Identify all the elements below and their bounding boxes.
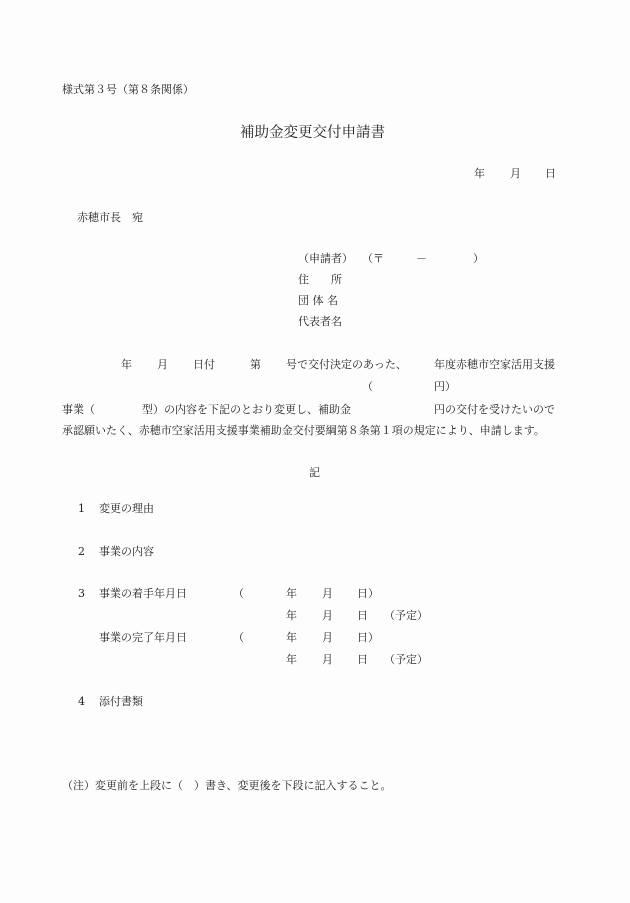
month: 月 bbox=[322, 587, 333, 600]
year: 年 bbox=[286, 631, 297, 644]
l4: 承認願いたく、赤穂市空家活用支援事業補助金交付要綱第８条第１項の規定により、申請します。 bbox=[62, 424, 545, 437]
item1-label: 変更の理由 bbox=[99, 502, 154, 515]
item3-num: 3 bbox=[78, 587, 85, 600]
l3-start: 事業（ bbox=[62, 403, 95, 416]
l3-mid: 型）の内容を下記のとおり変更し、補助金 bbox=[142, 403, 351, 416]
rep-label: 代表者名 bbox=[298, 315, 342, 328]
planned: （予定） bbox=[384, 609, 428, 622]
planned: （予定） bbox=[384, 653, 428, 666]
item3-start-label: 事業の着手年月日 bbox=[99, 587, 187, 600]
item3-end-label: 事業の完了年月日 bbox=[99, 631, 187, 644]
postal-dash: － bbox=[416, 252, 427, 265]
day: 日） bbox=[357, 587, 379, 600]
item4-label: 添付書類 bbox=[99, 695, 143, 708]
ki-heading: 記 bbox=[309, 466, 320, 479]
l1-rest: 号で交付決定のあった、 bbox=[286, 358, 407, 371]
day: 日 bbox=[357, 609, 368, 622]
postal-open: （〒 bbox=[362, 252, 384, 265]
l2-open: （ bbox=[362, 380, 373, 393]
address-label: 住 所 bbox=[298, 273, 342, 286]
month: 月 bbox=[322, 609, 333, 622]
l3-end: 円の交付を受けたいので bbox=[434, 403, 555, 416]
day: 日） bbox=[357, 631, 379, 644]
year: 年 bbox=[286, 587, 297, 600]
l1-day: 日付 bbox=[193, 358, 215, 371]
date-month: 月 bbox=[510, 167, 521, 180]
form-number: 様式第３号（第８条関係） bbox=[62, 83, 194, 96]
postal-close: ） bbox=[473, 252, 484, 265]
day: 日 bbox=[357, 653, 368, 666]
item1-num: 1 bbox=[78, 502, 85, 515]
l1-month: 月 bbox=[157, 358, 168, 371]
addressee: 赤穂市長 宛 bbox=[77, 211, 143, 224]
l1-year: 年 bbox=[121, 358, 132, 371]
date-year: 年 bbox=[474, 167, 485, 180]
year: 年 bbox=[286, 653, 297, 666]
l1-no: 第 bbox=[250, 358, 261, 371]
paren: （ bbox=[233, 587, 244, 600]
l2-close: 円） bbox=[434, 380, 456, 393]
item2-label: 事業の内容 bbox=[99, 545, 154, 558]
date-day: 日 bbox=[545, 167, 556, 180]
item2-num: 2 bbox=[78, 545, 85, 558]
applicant-label: （申請者） bbox=[298, 252, 353, 265]
paren: （ bbox=[233, 631, 244, 644]
month: 月 bbox=[322, 631, 333, 644]
year: 年 bbox=[286, 609, 297, 622]
org-label: 団 体 名 bbox=[298, 294, 338, 307]
l1-end: 年度赤穂市空家活用支援 bbox=[434, 358, 555, 371]
month: 月 bbox=[322, 653, 333, 666]
page-title: 補助金変更交付申請書 bbox=[240, 125, 385, 141]
item4-num: 4 bbox=[78, 695, 85, 708]
note: （注）変更前を上段に（ ）書き、変更後を下段に記入すること。 bbox=[62, 779, 392, 792]
